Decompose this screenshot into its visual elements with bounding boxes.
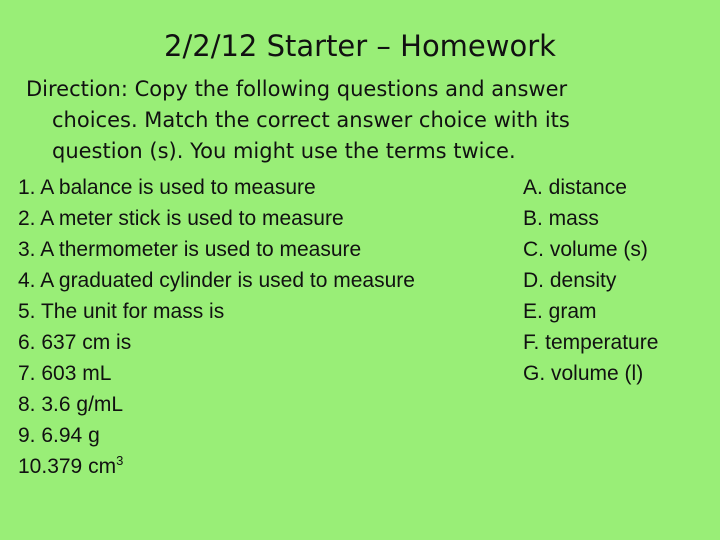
question-number: 6. bbox=[18, 331, 36, 354]
question-list bbox=[18, 172, 518, 482]
question-text: The unit for mass is bbox=[40, 300, 225, 323]
question-item bbox=[18, 265, 518, 296]
answer-item: A. distance bbox=[523, 176, 627, 199]
answer-item: F. temperature bbox=[523, 331, 659, 354]
question-text: 379 cm bbox=[47, 455, 117, 478]
question-number: 9. bbox=[18, 424, 36, 447]
question-number: 4. bbox=[18, 269, 36, 292]
answer-item: C. volume (s) bbox=[523, 238, 648, 261]
question-number: 7. bbox=[18, 362, 36, 385]
answer-item: D. density bbox=[523, 269, 617, 292]
direction-line-1: Direction: Copy the following questions and answer bbox=[26, 77, 568, 101]
question-item bbox=[18, 327, 518, 358]
answer-item: E. gram bbox=[523, 300, 597, 323]
question-item bbox=[18, 203, 518, 234]
slide-title: 2/2/12 Starter – Homework bbox=[164, 29, 556, 63]
question-text: A balance is used to measure bbox=[40, 176, 316, 199]
superscript-exponent: 3 bbox=[116, 453, 124, 468]
question-text: 3.6 g/mL bbox=[41, 393, 124, 416]
question-item bbox=[18, 172, 518, 203]
question-item bbox=[18, 358, 518, 389]
answer-item: G. volume (l) bbox=[523, 362, 644, 385]
answer-item: B. mass bbox=[523, 207, 599, 230]
question-number: 1. bbox=[18, 176, 36, 199]
answer-list bbox=[523, 172, 713, 389]
direction-line-3: question (s). You might use the terms twice. bbox=[52, 139, 516, 163]
question-number: 10. bbox=[18, 455, 48, 478]
question-number: 5. bbox=[18, 300, 36, 323]
question-item bbox=[18, 389, 518, 420]
question-item bbox=[18, 420, 518, 451]
question-text: 6.94 g bbox=[41, 424, 100, 447]
direction-text bbox=[26, 74, 686, 167]
question-number: 8. bbox=[18, 393, 36, 416]
direction-line-2: choices. Match the correct answer choice with its bbox=[52, 108, 570, 132]
question-text: 603 mL bbox=[41, 362, 112, 385]
question-item bbox=[18, 234, 518, 265]
question-text: A meter stick is used to measure bbox=[40, 207, 344, 230]
question-text: 637 cm is bbox=[41, 331, 132, 354]
question-text: A thermometer is used to measure bbox=[40, 238, 362, 261]
question-item bbox=[18, 451, 518, 482]
question-number: 2. bbox=[18, 207, 36, 230]
question-text: A graduated cylinder is used to measure bbox=[40, 269, 415, 292]
question-item bbox=[18, 296, 518, 327]
question-number: 3. bbox=[18, 238, 36, 261]
